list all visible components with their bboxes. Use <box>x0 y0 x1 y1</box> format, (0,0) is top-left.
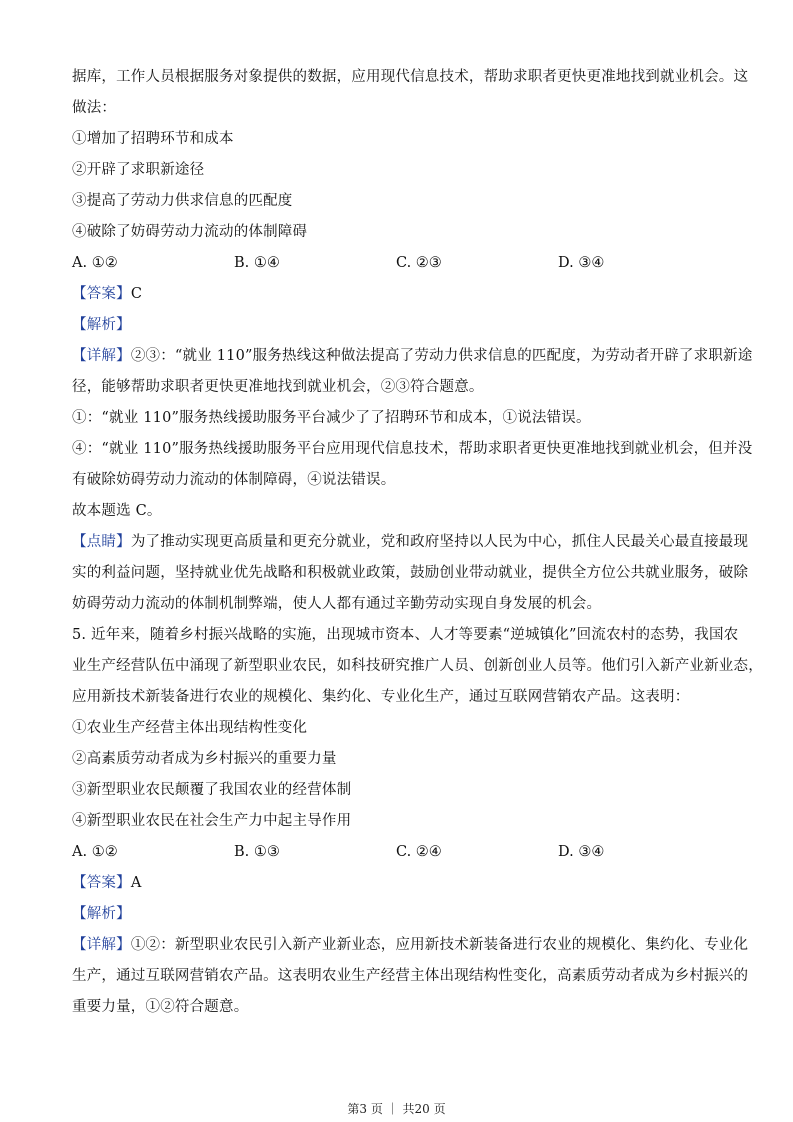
q4-point-line: 【点睛】为了推动实现更高质量和更充分就业，党和政府坚持以人民为中心，抓住人民最关心最直接最现 <box>72 534 749 550</box>
q5-options <box>72 837 724 868</box>
q4-stem-line: 做法： <box>72 100 117 116</box>
detail-tag: 【详解】 <box>72 348 131 364</box>
q5-choice: ③新型职业农民颠覆了我国农业的经营体制 <box>72 782 352 798</box>
q4-detail-line: 有破除妨碍劳动力流动的体制障碍，④说法错误。 <box>72 472 396 488</box>
q5-answer <box>72 868 724 899</box>
analysis-tag: 【解析】 <box>72 317 131 333</box>
q4-choice: ④破除了妨碍劳动力流动的体制障碍 <box>72 224 308 240</box>
q5-detail-line: 【详解】①②：新型职业农民引入新产业新业态，应用新技术新装备进行农业的规模化、集约化、专业化 <box>72 937 749 953</box>
q5-stem-line: 业生产经营队伍中涌现了新型职业农民，如科技研究推广人员、创新创业人员等。他们引入新产业新业态， <box>72 658 763 674</box>
q4-analysis <box>72 310 724 341</box>
q4-choice: ③提高了劳动力供求信息的匹配度 <box>72 193 293 209</box>
q4-detail-line: ①：“就业 110”服务热线援助服务平台减少了了招聘环节和成本，①说法错误。 <box>72 410 591 426</box>
q5-option-d: D. ③④ <box>558 844 605 860</box>
q5-option-c: C. ②④ <box>396 844 442 860</box>
q4-option-d: D. ③④ <box>558 255 605 271</box>
page-content <box>72 62 763 1023</box>
q4-point-line: 妨碍劳动力流动的体制机制弊端，使人人都有通过辛勤劳动实现自身发展的机会。 <box>72 596 602 612</box>
q5-detail-line: 生产，通过互联网营销农产品。这表明农业生产经营主体出现结构性变化，高素质劳动者成为乡村振兴的 <box>72 968 749 984</box>
q5-analysis <box>72 899 724 930</box>
q4-detail-line: ④：“就业 110”服务热线援助服务平台应用现代信息技术，帮助求职者更快更准地找到就业机会，但并没 <box>72 441 753 457</box>
answer-tag: 【答案】 <box>72 875 131 891</box>
q4-choice: ②开辟了求职新途径 <box>72 162 205 178</box>
q5-option-b: B. ①③ <box>234 844 280 860</box>
q5-option-a: A. ①② <box>72 844 118 860</box>
q4-choice: ①增加了招聘环节和成本 <box>72 131 234 147</box>
q4-detail-line: 故本题选 C。 <box>72 503 162 519</box>
q4-detail-line: 【详解】②③：“就业 110”服务热线这种做法提高了劳动力供求信息的匹配度，为劳动者开辟了求职新途 <box>72 348 753 364</box>
q4-options <box>72 248 724 279</box>
q4-option-b: B. ①④ <box>234 255 280 271</box>
q4-option-c: C. ②③ <box>396 255 442 271</box>
q4-answer <box>72 279 724 310</box>
answer-tag: 【答案】 <box>72 286 131 302</box>
answer-value: A <box>130 875 142 891</box>
point-tag: 【点睛】 <box>72 534 131 550</box>
detail-tag: 【详解】 <box>72 937 131 953</box>
q5-choice: ①农业生产经营主体出现结构性变化 <box>72 720 308 736</box>
q4-point-line: 实的利益问题，坚持就业优先战略和积极就业政策，鼓励创业带动就业，提供全方位公共就业服务，破除 <box>72 565 749 581</box>
answer-value: C <box>130 286 143 302</box>
q4-detail-line: 径，能够帮助求职者更快更准地找到就业机会，②③符合题意。 <box>72 379 484 395</box>
page-footer: 第3 页 ｜ 共20 页 <box>347 1102 446 1116</box>
q4-option-a: A. ①② <box>72 255 118 271</box>
q5-stem-line: 应用新技术新装备进行农业的规模化、集约化、专业化生产，通过互联网营销农产品。这表明： <box>72 689 690 705</box>
analysis-tag: 【解析】 <box>72 906 131 922</box>
q5-detail-line: 重要力量，①②符合题意。 <box>72 999 249 1015</box>
q5-stem-line: 5. 近年来，随着乡村振兴战略的实施，出现城市资本、人才等要素“逆城镇化”回流农村的态势，我国农 <box>72 627 739 643</box>
q5-choice: ②高素质劳动者成为乡村振兴的重要力量 <box>72 751 337 767</box>
q5-choice: ④新型职业农民在社会生产力中起主导作用 <box>72 813 352 829</box>
q4-stem-line: 据库，工作人员根据服务对象提供的数据，应用现代信息技术，帮助求职者更快更准地找到就业机会。这 <box>72 69 749 85</box>
